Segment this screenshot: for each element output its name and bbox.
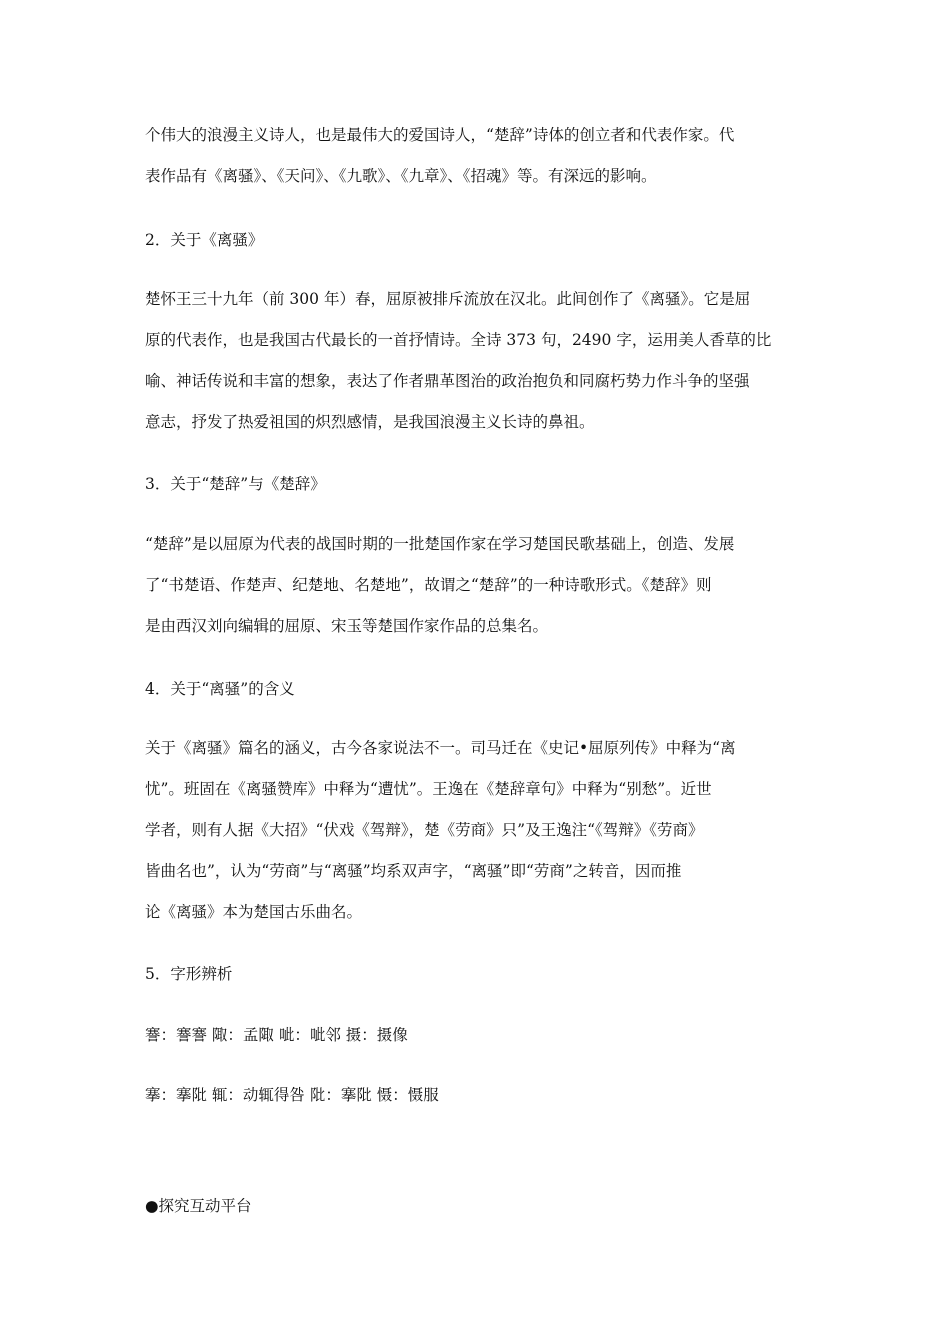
section-5-heading: 5．字形辨析: [145, 965, 233, 983]
section-4-heading: 4．关于“离骚”的含义: [145, 680, 295, 698]
text-line: 个伟大的浪漫主义诗人，也是最伟大的爱国诗人，“楚辞”诗体的创立者和代表作家。代: [145, 126, 735, 144]
text-line: 了“书楚语、作楚声、纪楚地、名楚地”，故谓之“楚辞”的一种诗歌形式。《楚辞》则: [145, 576, 712, 594]
text-line: 意志，抒发了热爱祖国的炽烈感情，是我国浪漫主义长诗的鼻祖。: [145, 413, 595, 431]
section-4-paragraph: [145, 734, 811, 927]
intro-paragraph: [145, 121, 811, 191]
text-line: 关于《离骚》篇名的涵义，古今各家说法不一。司马迁在《史记•屈原列传》中释为“离: [145, 739, 736, 757]
text-line: 喻、神话传说和丰富的想象，表达了作者鼎革图治的政治抱负和同腐朽势力作斗争的坚强: [145, 372, 750, 390]
section-2-paragraph: [145, 285, 811, 437]
text-line: 楚怀王三十九年（前 300 年）春，屈原被排斥流放在汉北。此间创作了《离骚》。它是屈: [145, 290, 751, 308]
glyph-comparison-line-1: 謇：謇謇 陬：孟陬 呲：呲邻 摄：摄像: [145, 1026, 408, 1044]
section-3-paragraph: [145, 530, 811, 641]
text-line: “楚辞”是以屈原为代表的战国时期的一批楚国作家在学习楚国民歌基础上，创造、发展: [145, 535, 735, 553]
text-line: 皆曲名也”，认为“劳商”与“离骚”均系双声字，“离骚”即“劳商”之转音，因而推: [145, 862, 682, 880]
section-2-heading: 2．关于《离骚》: [145, 231, 264, 249]
glyph-comparison-line-2: 搴：搴阰 辄：动辄得咎 阰：搴阰 慑：慑服: [145, 1086, 439, 1104]
text-line: 原的代表作，也是我国古代最长的一首抒情诗。全诗 373 句，2490 字，运用美人香草的比: [145, 331, 772, 349]
bullet-icon: ●: [145, 1197, 159, 1215]
platform-heading: [145, 1192, 811, 1221]
text-line: 忧”。班固在《离骚赞库》中释为“遭忧”。王逸在《楚辞章句》中释为“别愁”。近世: [145, 780, 712, 798]
platform-heading-text: 探究互动平台: [158, 1197, 252, 1215]
text-line: 是由西汉刘向编辑的屈原、宋玉等楚国作家作品的总集名。: [145, 617, 549, 635]
text-line: 论《离骚》本为楚国古乐曲名。: [145, 903, 363, 921]
text-line: 学者，则有人据《大招》“伏戏《驾辩》，楚《劳商》只”及王逸注“《驾辩》《劳商》: [145, 821, 704, 839]
text-line: 表作品有《离骚》、《天问》、《九歌》、《九章》、《招魂》等。有深远的影响。: [145, 167, 657, 185]
section-3-heading: 3．关于“楚辞”与《楚辞》: [145, 475, 326, 493]
